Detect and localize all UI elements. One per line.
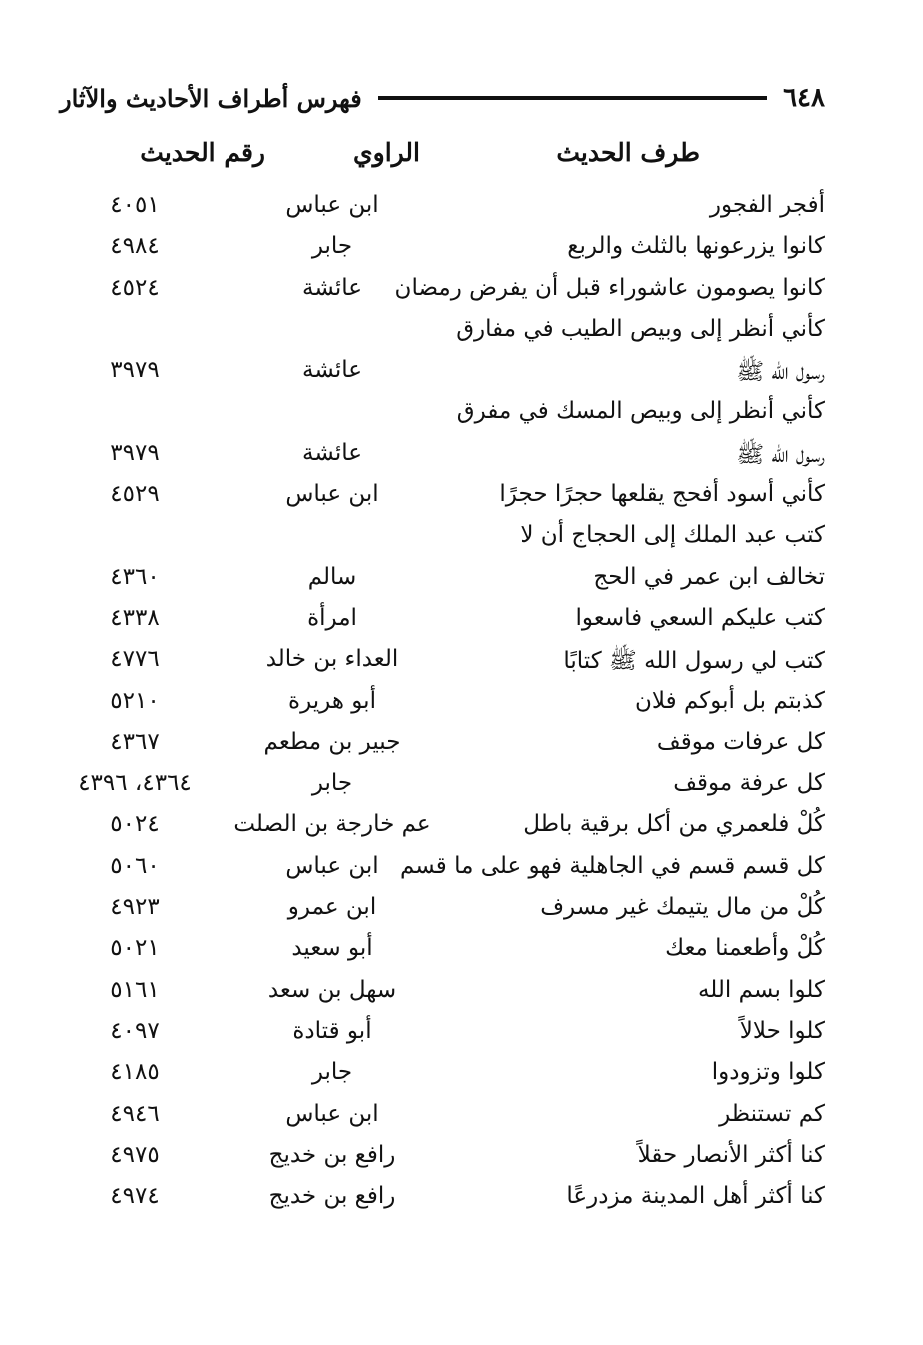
table-row [60,805,825,846]
hadith-number-cell: ٤٣٦٠ [110,563,160,590]
narrator-cell: سهل بن سعد [267,976,397,1003]
hadith-cell: رسول الله ﷺ [736,359,825,386]
hadith-cell: كلوا حلالاً [739,1017,825,1044]
table-row [60,434,825,475]
table-row [60,847,825,888]
narrator-cell: جابر [311,233,353,260]
hadith-cell: كُلْ من مال يتيمك غير مسرف [540,894,825,921]
hadith-number-cell: ٤٩٧٥ [110,1141,160,1168]
hadith-number-cell: ٤٥٢٩ [110,481,160,508]
hadith-number-cell: ٤٧٧٦ [110,646,160,673]
hadith-cell: كل عرفة موقف [673,770,825,797]
table-row [60,351,825,392]
table-row [60,310,825,351]
narrator-cell: العداء بن خالد [265,646,399,673]
hadith-cell: كأني أنظر إلى وبيص الطيب في مفارق [456,315,825,342]
narrator-cell: رافع بن خديج [268,1141,396,1168]
table-row [60,599,825,640]
table-row [60,723,825,764]
hadith-cell: كل عرفات موقف [656,728,825,755]
hadith-cell: كتب لي رسول الله ﷺ كتابًا [563,648,825,675]
narrator-cell: جابر [311,1059,353,1086]
hadith-cell: أفجر الفجور [709,192,825,218]
column-header-narrator: الراوي [353,138,420,167]
table-row [60,888,825,929]
running-title: فهرس أطراف الأحاديث والآثار [60,83,362,113]
hadith-cell: كتب عليكم السعي فاسعوا [575,604,825,631]
narrator-cell: ابن عباس [285,852,379,879]
narrator-cell: سالم [307,563,357,590]
narrator-cell: ابن عباس [285,192,379,218]
header-rule [378,96,767,100]
narrator-cell: جبير بن مطعم [263,728,401,755]
hadith-number-cell: ٤٩٢٣ [110,894,160,921]
hadith-cell: رسول الله ﷺ [736,441,825,468]
hadith-number-cell: ٥١٦١ [110,976,160,1003]
hadith-cell: كُلْ فلعمري من أكل برقية باطل [523,811,825,838]
hadith-number-cell: ٤١٨٥ [110,1059,160,1086]
table-row [60,929,825,970]
table-row [60,640,825,681]
narrator-cell: أبو سعيد [291,935,373,962]
hadith-number-cell: ٤٩٧٤ [110,1183,160,1210]
hadith-number-cell: ٤٥٢٤ [110,274,160,301]
hadith-cell: تخالف ابن عمر في الحج [593,563,825,590]
table-row [60,227,825,268]
column-headers [60,138,825,178]
hadith-number-cell: ٤٣٦٤، ٤٣٩٦ [78,770,192,797]
narrator-cell: رافع بن خديج [268,1183,396,1210]
narrator-cell: أبو هريرة [288,687,376,714]
hadith-cell: كل قسم قسم في الجاهلية فهو على ما قسم [399,852,825,879]
narrator-cell: ابن عباس [285,481,379,508]
table-row [60,1136,825,1177]
table-row [60,682,825,723]
index-table [60,186,825,1218]
hadith-number-cell: ٥٢١٠ [110,687,160,714]
table-row [60,475,825,516]
hadith-cell: كذبتم بل أبوكم فلان [635,687,825,714]
hadith-number-cell: ٤٣٦٧ [110,728,160,755]
table-row [60,269,825,310]
table-row [60,1012,825,1053]
table-row [60,516,825,557]
hadith-cell: كُلْ وأطعمنا معك [665,935,825,962]
narrator-cell: عائشة [302,439,362,466]
hadith-number-cell: ٤٩٤٦ [110,1100,160,1127]
table-row [60,1053,825,1094]
hadith-cell: كأني أسود أفحج يقلعها حجرًا حجرًا [499,481,825,508]
hadith-cell: كتب عبد الملك إلى الحجاج أن لا [520,522,825,549]
column-header-number: رقم الحديث [140,138,265,167]
table-row [60,392,825,433]
narrator-cell: ابن عمرو [287,894,377,921]
hadith-number-cell: ٤٠٥١ [110,192,160,218]
table-row [60,1177,825,1218]
hadith-cell: كلوا وتزودوا [711,1059,825,1086]
hadith-number-cell: ٣٩٧٩ [110,357,160,384]
hadith-cell: كنا أكثر الأنصار حقلاً [637,1141,825,1168]
narrator-cell: عائشة [302,357,362,384]
table-row [60,186,825,227]
hadith-number-cell: ٥٠٢٤ [110,811,160,838]
hadith-number-cell: ٣٩٧٩ [110,439,160,466]
page-number: ٦٤٨ [783,83,825,113]
hadith-cell: كلوا بسم الله [697,976,825,1003]
hadith-cell: كم تستنظر [719,1100,825,1127]
hadith-number-cell: ٤٣٣٨ [110,604,160,631]
narrator-cell: أبو قتادة [292,1017,372,1044]
narrator-cell: امرأة [307,604,357,631]
hadith-cell: كانوا يزرعونها بالثلث والربع [567,233,825,260]
page-header [60,78,825,118]
narrator-cell: جابر [311,770,353,797]
narrator-cell: عائشة [302,274,362,301]
table-row [60,764,825,805]
table-row [60,1095,825,1136]
hadith-number-cell: ٥٠٦٠ [110,852,160,879]
narrator-cell: ابن عباس [285,1100,379,1127]
hadith-number-cell: ٥٠٢١ [110,935,160,962]
hadith-cell: كانوا يصومون عاشوراء قبل أن يفرض رمضان [394,274,825,301]
hadith-cell: كنا أكثر أهل المدينة مزدرعًا [566,1183,825,1210]
column-header-hadith: طرف الحديث [556,138,700,167]
table-row [60,971,825,1012]
table-row [60,558,825,599]
hadith-cell: كأني أنظر إلى وبيص المسك في مفرق [456,398,825,425]
hadith-number-cell: ٤٩٨٤ [110,233,160,260]
hadith-number-cell: ٤٠٩٧ [110,1017,160,1044]
narrator-cell: عم خارجة بن الصلت [233,811,431,838]
